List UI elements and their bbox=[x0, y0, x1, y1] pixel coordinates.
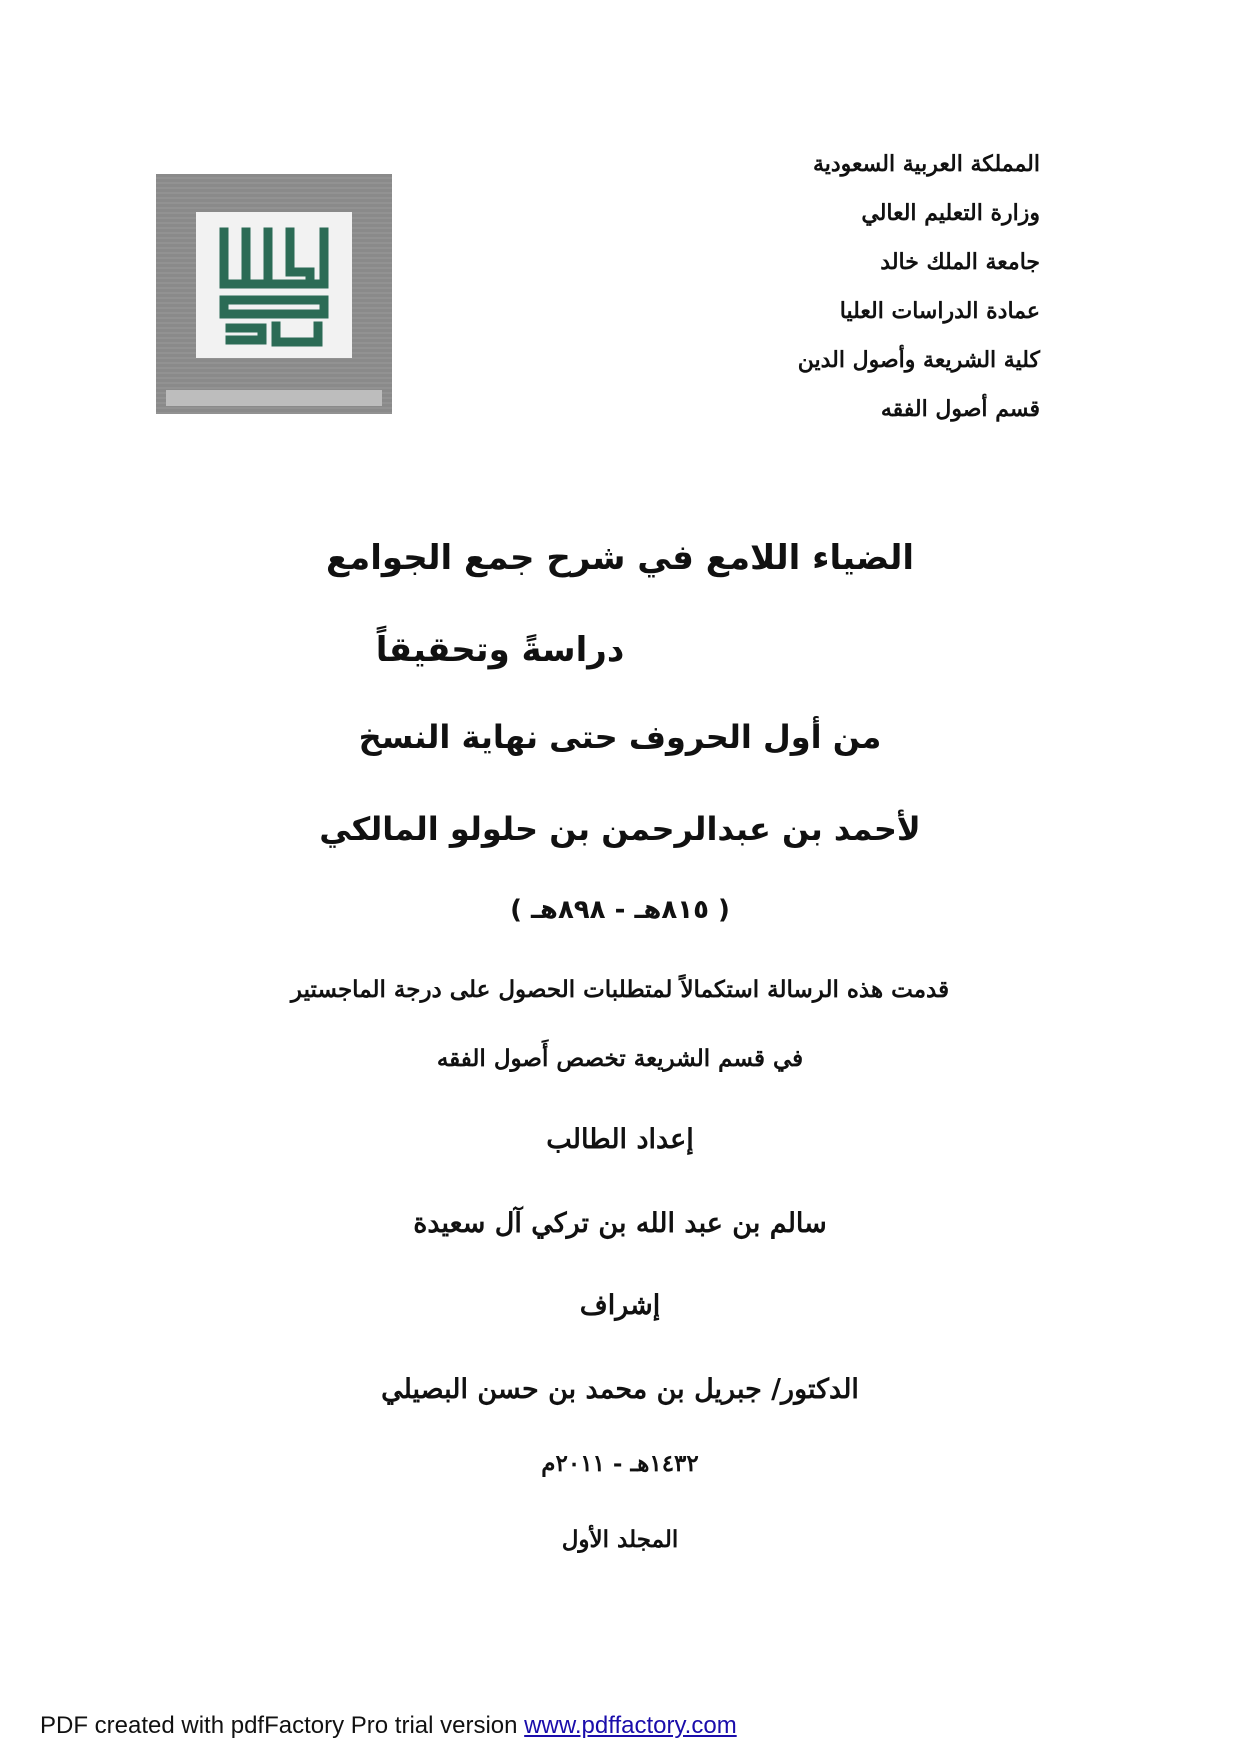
institution-header bbox=[760, 140, 1040, 434]
thesis-year: ١٤٣٢هـ - ٢٠١١م bbox=[541, 1450, 699, 1477]
volume-label: المجلد الأول bbox=[561, 1526, 679, 1553]
student-label: إعداد الطالب bbox=[546, 1124, 694, 1155]
header-line-country: المملكة العربية السعودية bbox=[812, 151, 1040, 177]
thesis-department: في قسم الشريعة تخصص أَصول الفقه bbox=[436, 1045, 804, 1072]
thesis-subtitle: دراسةً وتحقيقاً bbox=[375, 630, 625, 670]
student-name: سالم بن عبد الله بن تركي آل سعيدة bbox=[413, 1208, 827, 1239]
header-line-deanship: عمادة الدراسات العليا bbox=[839, 298, 1040, 324]
logo-emblem-panel bbox=[196, 212, 352, 358]
thesis-author: لأحمد بن عبدالرحمن بن حلولو المالكي bbox=[319, 810, 921, 848]
footer-link[interactable]: www.pdffactory.com bbox=[524, 1712, 737, 1739]
header-line-college: كلية الشريعة وأصول الدين bbox=[797, 347, 1040, 373]
author-dates: ( ٨١٥هـ - ٨٩٨هـ ) bbox=[510, 895, 730, 925]
header-line-ministry: وزارة التعليم العالي bbox=[861, 200, 1040, 226]
header-line-department: قسم أصول الفقه bbox=[880, 396, 1040, 422]
kufic-calligraphy-icon bbox=[210, 222, 338, 348]
supervisor-name: الدكتور/ جبريل بن محمد بن حسن البصيلي bbox=[381, 1374, 859, 1405]
supervisor-label: إشراف bbox=[579, 1290, 661, 1321]
footer-text: PDF created with pdfFactory Pro trial version bbox=[40, 1712, 525, 1739]
thesis-title: الضياء اللامع في شرح جمع الجوامع bbox=[325, 538, 915, 578]
thesis-range: من أول الحروف حتى نهاية النسخ bbox=[358, 718, 882, 756]
university-logo bbox=[156, 174, 392, 414]
logo-caption-band bbox=[166, 390, 382, 406]
header-line-university: جامعة الملك خالد bbox=[880, 249, 1040, 275]
pdf-footer bbox=[40, 1714, 737, 1738]
thesis-statement: قدمت هذه الرسالة استكمالاً لمتطلبات الحصول على درجة الماجستير bbox=[290, 976, 950, 1003]
